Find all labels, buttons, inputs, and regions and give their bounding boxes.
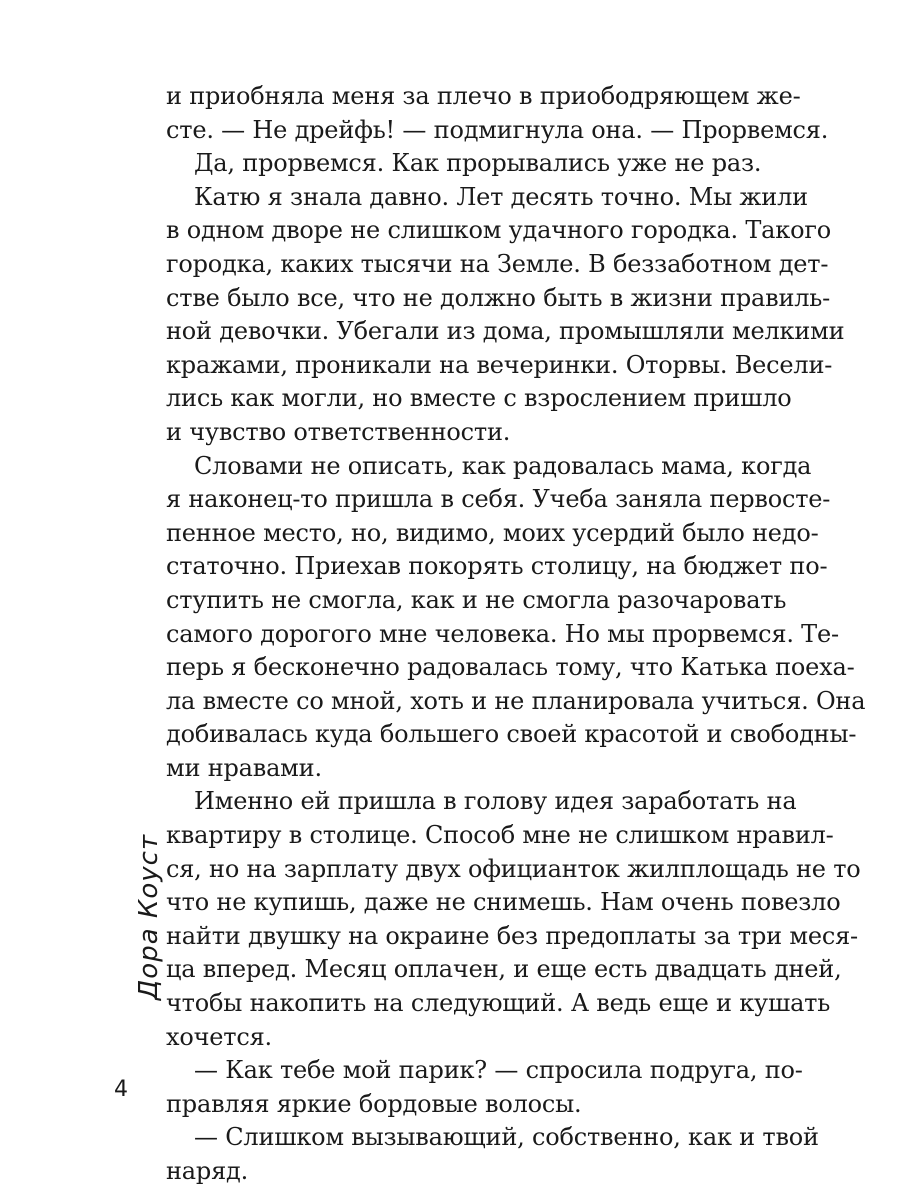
text-line: перь я бесконечно радовалась тому, что Катька поеха- [166,653,855,682]
text-line: стве было все, что не должно быть в жизни правиль- [166,283,831,312]
author-running-head: Дора Коуст [134,833,164,1000]
text-line: и чувство ответственности. [166,417,511,446]
text-line: кражами, проникали на вечеринки. Оторвы. Весели- [166,350,833,379]
text-line: сте. — Не дрейфь! — подмигнула она. — Прорвемся. [166,115,829,144]
text-line: ной девочки. Убегали из дома, промышляли мелкими [166,317,845,346]
text-line: в одном дворе не слишком удачного городка. Такого [166,216,831,245]
text-line: ступить не смогла, как и не смогла разочаровать [166,585,787,614]
text-line: — Как тебе мой парик? — спросила подруга, по- [194,1056,803,1085]
text-line: правляя яркие бордовые волосы. [166,1089,582,1118]
text-line: пенное место, но, видимо, моих усердий было недо- [166,518,819,547]
text-line: чтобы накопить на следующий. А ведь еще и кушать [166,989,831,1018]
text-line: и приобняла меня за плечо в приободряющем же- [166,82,801,110]
body-text [166,80,866,1189]
page-number: 4 [114,1077,128,1102]
text-line: найти двушку на окраине без предоплаты за три меся- [166,921,858,950]
text-line: хочется. [166,1022,272,1051]
text-line: что не купишь, даже не снимешь. Нам очень повезло [166,888,841,917]
text-line: Словами не описать, как радовалась мама, когда [194,451,812,480]
text-line: наряд. [166,1157,249,1185]
text-line: самого дорогого мне человека. Но мы прорвемся. Те- [166,619,839,648]
text-line: городка, каких тысячи на Земле. В беззаботном дет- [166,249,829,278]
text-line: ла вместе со мной, хоть и не планировала учиться. Она [166,686,866,715]
text-line: добивалась куда большего своей красотой и свободны- [166,720,857,749]
text-line: ми нравами. [166,753,322,782]
text-line: статочно. Приехав покорять столицу, на бюджет по- [166,552,828,581]
text-line: Именно ей пришла в голову идея заработать на [194,787,797,816]
text-line: я наконец-то пришла в себя. Учеба заняла первосте- [166,485,831,514]
text-line: — Слишком вызывающий, собственно, как и твой [194,1123,819,1152]
text-line: квартиру в столице. Способ мне не слишком нравил- [166,821,834,850]
text-line: ца вперед. Месяц оплачен, и еще есть двадцать дней, [166,955,842,984]
text-line: лись как могли, но вместе с взрослением пришло [166,384,792,413]
text-line: ся, но на зарплату двух официанток жилплощадь не то [166,854,861,883]
text-line: Катю я знала давно. Лет десять точно. Мы жили [194,182,808,211]
text-line: Да, прорвемся. Как прорывались уже не раз. [194,149,762,178]
